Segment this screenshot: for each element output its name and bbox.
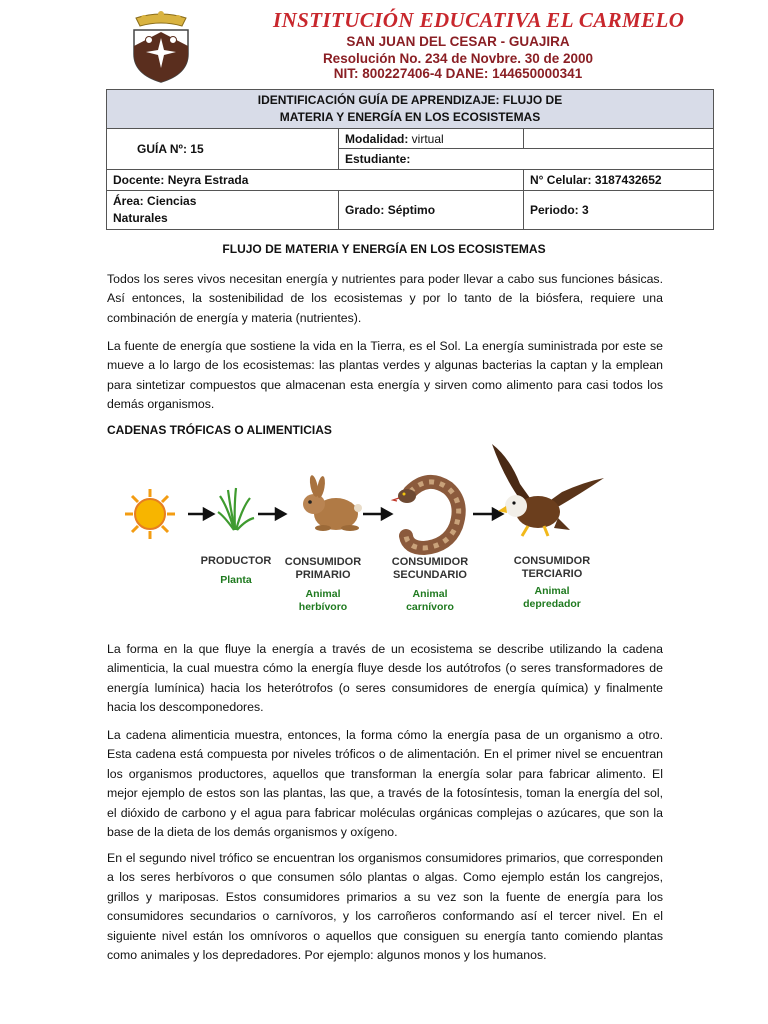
rabbit-icon [303, 475, 362, 531]
period-value: 3 [582, 203, 589, 217]
school-resolution: Resolución No. 234 de Novbre. 30 de 2000 [322, 51, 594, 66]
secondary-consumer-title [382, 556, 478, 582]
paragraph-1: Todos los seres vivos necesitan energía y nutrientes para poder llevar a cabo sus funciones básicas. Así entonces, la sostenibilidad de los ecosistemas y por lo tanto de la biósfera, requiere una combinación de energía y materia (nutrientes). [107, 272, 663, 325]
area-cell [107, 191, 339, 230]
student-label: Estudiante: [345, 152, 411, 166]
phone-value: 3187432652 [594, 173, 662, 187]
document-title: FLUJO DE MATERIA Y ENERGÍA EN LOS ECOSISTEMAS [222, 242, 546, 256]
grade-label: Grado: [345, 203, 385, 217]
tertiary-title-line-1: CONSUMIDOR [513, 555, 591, 567]
heading-line-1: IDENTIFICACIÓN GUÍA DE APRENDIZAJE: FLUJO DE [257, 93, 563, 107]
school-name: INSTITUCIÓN EDUCATIVA EL CARMELO [273, 8, 685, 32]
modality-value: virtual [411, 131, 444, 146]
primary-sub-line-2: herbívoro [298, 601, 348, 613]
tertiary-sub-line-2: depredador [523, 598, 581, 610]
area-label: Área: [113, 194, 144, 208]
primary-title-line-2: PRIMARIO [295, 569, 351, 581]
snake-icon [393, 482, 459, 548]
period-label: Periodo: [530, 203, 579, 217]
identification-table [106, 89, 714, 230]
secondary-title-line-1: CONSUMIDOR [391, 556, 469, 568]
grade-cell [339, 191, 524, 230]
grass-icon [218, 488, 254, 530]
food-chain-figure [118, 438, 618, 620]
producer-title: PRODUCTOR [200, 555, 272, 567]
section-heading-food-chains: CADENAS TRÓFICAS O ALIMENTICIAS [107, 423, 332, 437]
tertiary-title-line-2: TERCIARIO [521, 568, 583, 580]
tertiary-consumer-title [504, 555, 600, 581]
period-cell [524, 191, 714, 230]
primary-sub-line-1: Animal [305, 588, 341, 600]
eagle-icon [492, 444, 604, 536]
school-nit-dane: NIT: 800227406-4 DANE: 144650000341 [333, 66, 583, 81]
tertiary-sub-line-1: Animal [534, 585, 570, 597]
identification-heading [107, 90, 714, 129]
grade-value: Séptimo [387, 203, 436, 217]
modality-cell [339, 129, 524, 149]
secondary-consumer-subtitle [382, 588, 478, 614]
paragraph-5: En el segundo nivel trófico se encuentran los organismos consumidores primarios, que corresponden a los seres herbívoros o que consumen sólo plantas o algas. Como ejemplo están los cangrejos, grillos y mariposas. Estos consumidores primarios a su vez son la fuente de energía para los consumidores secundarios o carnívoros, y los carroñeros conformando así el tercer nivel. En el siguiente nivel están los omnívoros o aquellos que consiguen su energía tanto comiendo plantas como animales y los depredadores. Por ejemplo: algunos monos y los humanos. [107, 851, 663, 963]
school-crest-logo [122, 10, 200, 84]
heading-line-2: MATERIA Y ENERGÍA EN LOS ECOSISTEMAS [279, 110, 541, 124]
teacher-cell [107, 170, 524, 191]
area-value-1: Ciencias [147, 194, 197, 208]
teacher-label: Docente: [113, 173, 165, 187]
modality-label: Modalidad: [345, 131, 409, 146]
sun-icon [125, 489, 175, 539]
producer-subtitle: Planta [220, 574, 252, 586]
paragraph-2: La fuente de energía que sostiene la vida en la Tierra, es el Sol. La energía suministrada por este se mueve a lo largo de los ecosistemas: las plantas verdes y algunas bacterias la captan y la emplean para sintetizar compuestos que almacenan esta energía y sirven como alimento para casi todos los demás organismos. [107, 339, 663, 412]
primary-title-line-1: CONSUMIDOR [284, 556, 362, 568]
modality-extra-cell [524, 129, 714, 149]
secondary-sub-line-1: Animal [412, 588, 448, 600]
phone-label: N° Celular: [530, 173, 592, 187]
primary-consumer-subtitle [276, 588, 370, 614]
phone-cell [524, 170, 714, 191]
paragraph-3: La forma en la que fluye la energía a través de un ecosistema se describe utilizando la cadena alimenticia, la cual muestra cómo la energía fluye desde los autótrofos (o seres transformadores de energía lumínica) hacia los heterótrofos (o seres consumidores de energía química) y finalmente hacia los descomponedores. [107, 642, 663, 715]
school-location: SAN JUAN DEL CESAR - GUAJIRA [346, 34, 570, 49]
secondary-sub-line-2: carnívoro [406, 601, 454, 613]
teacher-value: Neyra Estrada [167, 173, 249, 187]
paragraph-4: La cadena alimenticia muestra, entonces, la forma cómo la energía pasa de un organismo a otro. Esta cadena está compuesta por niveles tróficos o de alimentación. En el primer nivel se encuentran los organismos productores, aquellos que transforman la energía solar para fabricar alimento. El mejor ejemplo de estos son las plantas, las que, a través de la fotosíntesis, toman la energía del sol, el dióxido de carbono y el agua para fabricar moléculas orgánicas complejas o azúcares, que son la base de la dieta de los demás organismos y oxígeno. [107, 728, 663, 840]
area-value-2: Naturales [113, 211, 168, 225]
primary-consumer-title [276, 556, 370, 582]
student-cell [339, 149, 714, 170]
guide-number: GUÍA Nº: 15 [107, 129, 339, 170]
secondary-title-line-2: SECUNDARIO [393, 569, 467, 581]
tertiary-consumer-subtitle [504, 585, 600, 611]
